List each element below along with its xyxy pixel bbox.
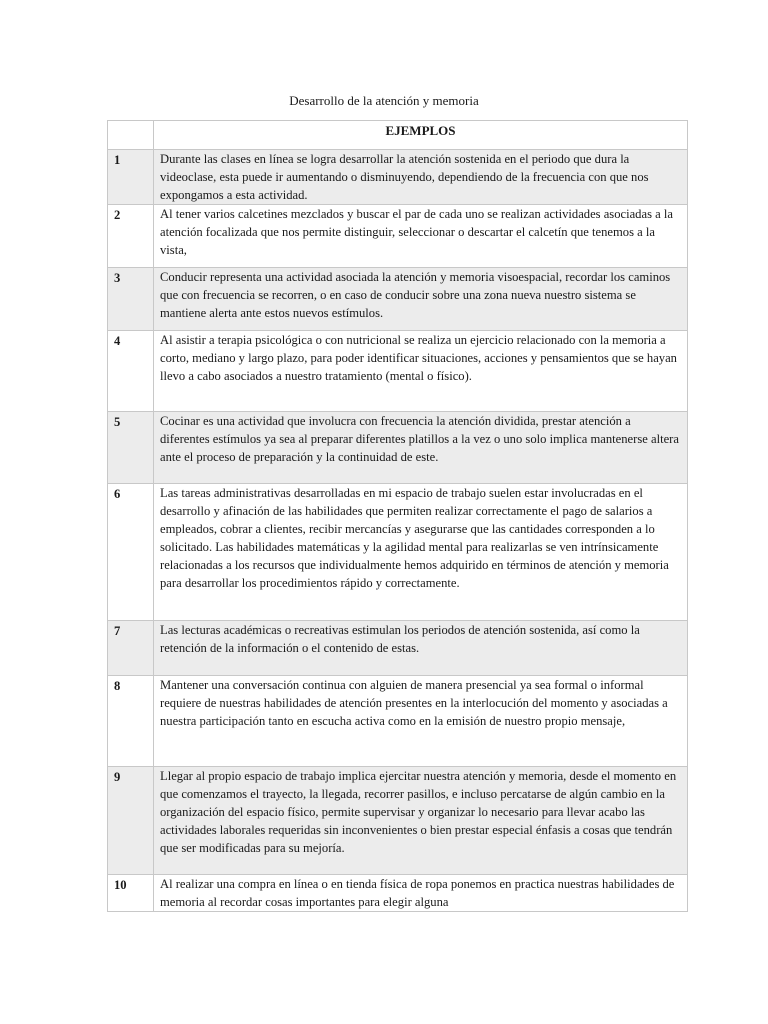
table-row	[108, 767, 688, 875]
table-row	[108, 150, 688, 205]
table-header-row	[108, 121, 688, 150]
table-row	[108, 412, 688, 484]
table-row	[108, 331, 688, 412]
table-row	[108, 268, 688, 331]
table-row	[108, 875, 688, 912]
table-row	[108, 621, 688, 676]
row-text: Las lecturas académicas o recreativas estimulan los periodos de atención sostenida, así como la retención de la información o el contenido de estas.	[154, 621, 688, 676]
row-number: 9	[108, 767, 154, 875]
row-text: Llegar al propio espacio de trabajo implica ejercitar nuestra atención y memoria, desde el momento en que comenzamos el trayecto, la llegada, recorrer pasillos, e incluso percatarse de algún cambio en la organización del espacio físico, permite supervisar y organizar lo necesario para llevar acabo las actividades laborales requeridas sin inconvenientes o bien prestar especial énfasis a cosas que tendrán que ser modificadas para su mejoría.	[154, 767, 688, 875]
header-examples-label: EJEMPLOS	[154, 121, 688, 150]
row-number: 6	[108, 484, 154, 621]
row-text: Las tareas administrativas desarrolladas en mi espacio de trabajo suelen estar involucradas en el desarrollo y afinación de las habilidades que permiten realizar correctamente el pago de salarios a empleados, cobrar a clientes, recibir mercancías y asegurarse que las cantidades corresponden a lo solicitado. Las habilidades matemáticas y la agilidad mental para realizarlas se ven intrínsicamente relacionadas a los recursos que individualmente hemos adquirido en términos de atención y memoria para desarrollar los procedimientos rápido y correctamente.	[154, 484, 688, 621]
row-number: 7	[108, 621, 154, 676]
header-number-cell	[108, 121, 154, 150]
row-text: Cocinar es una actividad que involucra con frecuencia la atención dividida, prestar atención a diferentes estímulos ya sea al preparar diferentes platillos a la vez o uno solo implica mantenerse altera ante el proceso de preparación y la continuidad de este.	[154, 412, 688, 484]
row-number: 3	[108, 268, 154, 331]
row-text: Mantener una conversación continua con alguien de manera presencial ya sea formal o informal requiere de nuestras habilidades de atención presentes en la interlocución del momento y asociadas a nuestra participación tanto en escucha activa como en la emisión de nuestro propio mensaje,	[154, 676, 688, 767]
row-text: Al asistir a terapia psicológica o con nutricional se realiza un ejercicio relacionado con la memoria a corto, mediano y largo plazo, para poder identificar situaciones, acciones y pensamientos que se hayan llevo a cabo asociados a nuestro tratamiento (mental o físico).	[154, 331, 688, 412]
row-number: 8	[108, 676, 154, 767]
table-row	[108, 676, 688, 767]
row-number: 4	[108, 331, 154, 412]
row-text: Durante las clases en línea se logra desarrollar la atención sostenida en el periodo que dura la videoclase, esta puede ir aumentando o disminuyendo, dependiendo de la frecuencia con que nos expongamos a esta actividad.	[154, 150, 688, 205]
row-number: 5	[108, 412, 154, 484]
row-text: Al realizar una compra en línea o en tienda física de ropa ponemos en practica nuestras habilidades de memoria al recordar cosas importantes para elegir alguna	[154, 875, 688, 912]
row-number: 1	[108, 150, 154, 205]
row-number: 10	[108, 875, 154, 912]
document-title: Desarrollo de la atención y memoria	[289, 93, 479, 108]
table-row	[108, 205, 688, 268]
examples-table	[107, 120, 688, 912]
row-text: Al tener varios calcetines mezclados y buscar el par de cada uno se realizan actividades asociadas a la atención focalizada que nos permite distinguir, seleccionar o descartar el calcetín que tenemos a la vista,	[154, 205, 688, 268]
row-number: 2	[108, 205, 154, 268]
table-row	[108, 484, 688, 621]
row-text: Conducir representa una actividad asociada la atención y memoria visoespacial, recordar los caminos que con frecuencia se recorren, o en caso de conducir sobre una zona nueva nuestro sistema se mantiene alerta ante estos nuevos estímulos.	[154, 268, 688, 331]
